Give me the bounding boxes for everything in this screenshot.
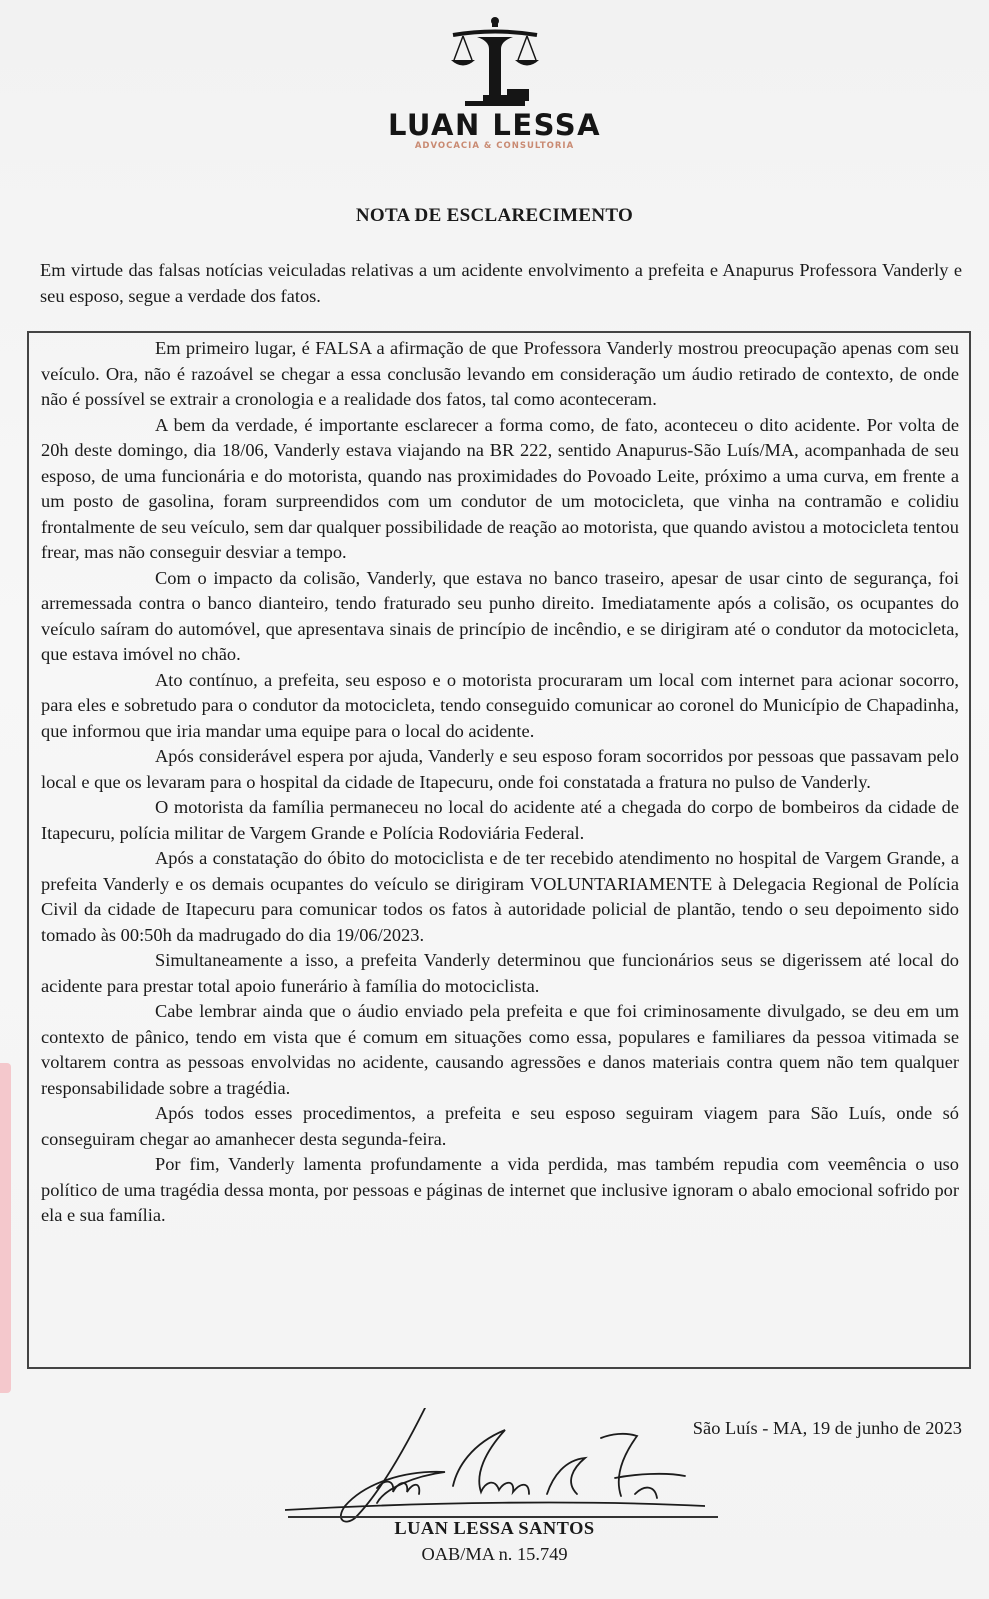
paragraph: A bem da verdade, é importante esclarecer a forma como, de fato, aconteceu o dito acidente. Por volta de 20h deste domingo, dia 18/06, Vanderly estava viajando na BR 222, sentido Anapurus-São Luís/MA, acompanhada de seu esposo, de uma funcionária e do motorista, quando nas proximidades do Povoado Leite, próximo a uma curva, em frente a um posto de gasolina, foram surpreendidos com um condutor de um motocicleta, que vinha na contramão e colidiu frontalmente de seu veículo, sem dar qualquer possibilidade de reação ao motorista, que quando avistou a motocicleta tentou frear, mas não conseguir desviar a tempo. [41,414,959,562]
scales-of-justice-icon [449,15,541,109]
side-panel-tab[interactable] [0,1063,11,1393]
brand-tagline: ADVOCACIA & CONSULTORIA [414,141,575,151]
paragraph: Após considerável espera por ajuda, Vanderly e seu esposo foram socorridos por pessoas que passavam pelo local e que os levaram para o hospital da cidade de Itapecuru, onde foi constatada a fratura no pulso de Vanderly. [41,746,959,792]
signer-name: LUAN LESSA SANTOS [394,1518,595,1538]
date-line: São Luís - MA, 19 de junho de 2023 [692,1418,962,1438]
paragraph: Após todos esses procedimentos, a prefeita e seu esposo seguiram viagem para São Luís, onde só conseguiram chegar ao amanhecer desta segunda-feira. [41,1103,959,1149]
paragraph: Em primeiro lugar, é FALSA a afirmação de que Professora Vanderly mostrou preocupação apenas com seu veículo. Ora, não é razoável se chegar a essa conclusão levando em consideração um áudio retirado de contexto, de onde não é possível se extrair a cronologia e a realidade dos fatos, tal como aconteceram. [41,338,959,409]
paragraph: Após a constatação do óbito do motociclista e de ter recebido atendimento no hospital de Vargem Grande, a prefeita Vanderly e os demais ocupantes do veículo se dirigiram VOLUNTARIAMENTE à Delegacia Regional de Polícia Civil da cidade de Itapecuru para comunicar todos os fatos à autoridade policial de plantão, tendo o seu depoimento sido tomado às 00:50h da madrugado do dia 19/06/2023. [41,848,959,945]
paragraph: Por fim, Vanderly lamenta profundamente a vida perdida, mas também repudia com veemência o uso político de uma tragédia dessa monta, por pessoas e páginas de internet que inclusive ignoram o abalo emocional sofrido por ela e sua família. [41,1154,959,1225]
paragraph: Com o impacto da colisão, Vanderly, que estava no banco traseiro, apesar de usar cinto de segurança, foi arremessada contra o banco dianteiro, tendo fraturado seu punho direito. Imediatamente após a colisão, os ocupantes do veículo saíram do automóvel, que apresentava sinais de princípio de incêndio, e se dirigiram até o condutor da motocicleta, que estava imóvel no chão. [41,567,959,664]
handwritten-signature [285,1408,705,1528]
paragraph: Simultaneamente a isso, a prefeita Vanderly determinou que funcionários seus se digerissem até local do acidente para prestar total apoio funerário à família do motociclista. [41,950,959,996]
letterhead [0,15,989,151]
document-title: NOTA DE ESCLARECIMENTO [355,205,634,226]
paragraph: Cabe lembrar ainda que o áudio enviado pela prefeita e que foi criminosamente divulgado, se deu em um contexto de pânico, tendo em vista que é comum em situações como essa, populares e familiares da pessoa vitimada se voltarem contra as pessoas envolvidas no acidente, causando agressões e danos materiais contra quem não tem qualquer responsabilidade sobre a tragédia. [41,1001,959,1098]
paragraph: O motorista da família permaneceu no local do acidente até a chegada do corpo de bombeiros da cidade de Itapecuru, polícia militar de Vargem Grande e Polícia Rodoviária Federal. [41,797,959,843]
paragraph: Ato contínuo, a prefeita, seu esposo e o motorista procuraram um local com internet para acionar socorro, para eles e sobretudo para o condutor da motocicleta, tendo conseguido comunicar ao coronel do Município de Chapadinha, que informou que iria mandar uma equipe para o local do acidente. [41,669,959,741]
signer-registration: OAB/MA n. 15.749 [421,1544,568,1564]
intro-paragraph: Em virtude das falsas notícias veiculadas relativas a um acidente envolvimento a prefeita e Anapurus Professora Vanderly e seu esposo, segue a verdade dos fatos. [40,260,962,306]
statement-box [27,331,971,1369]
brand-name: LUAN LESSA [387,108,602,142]
